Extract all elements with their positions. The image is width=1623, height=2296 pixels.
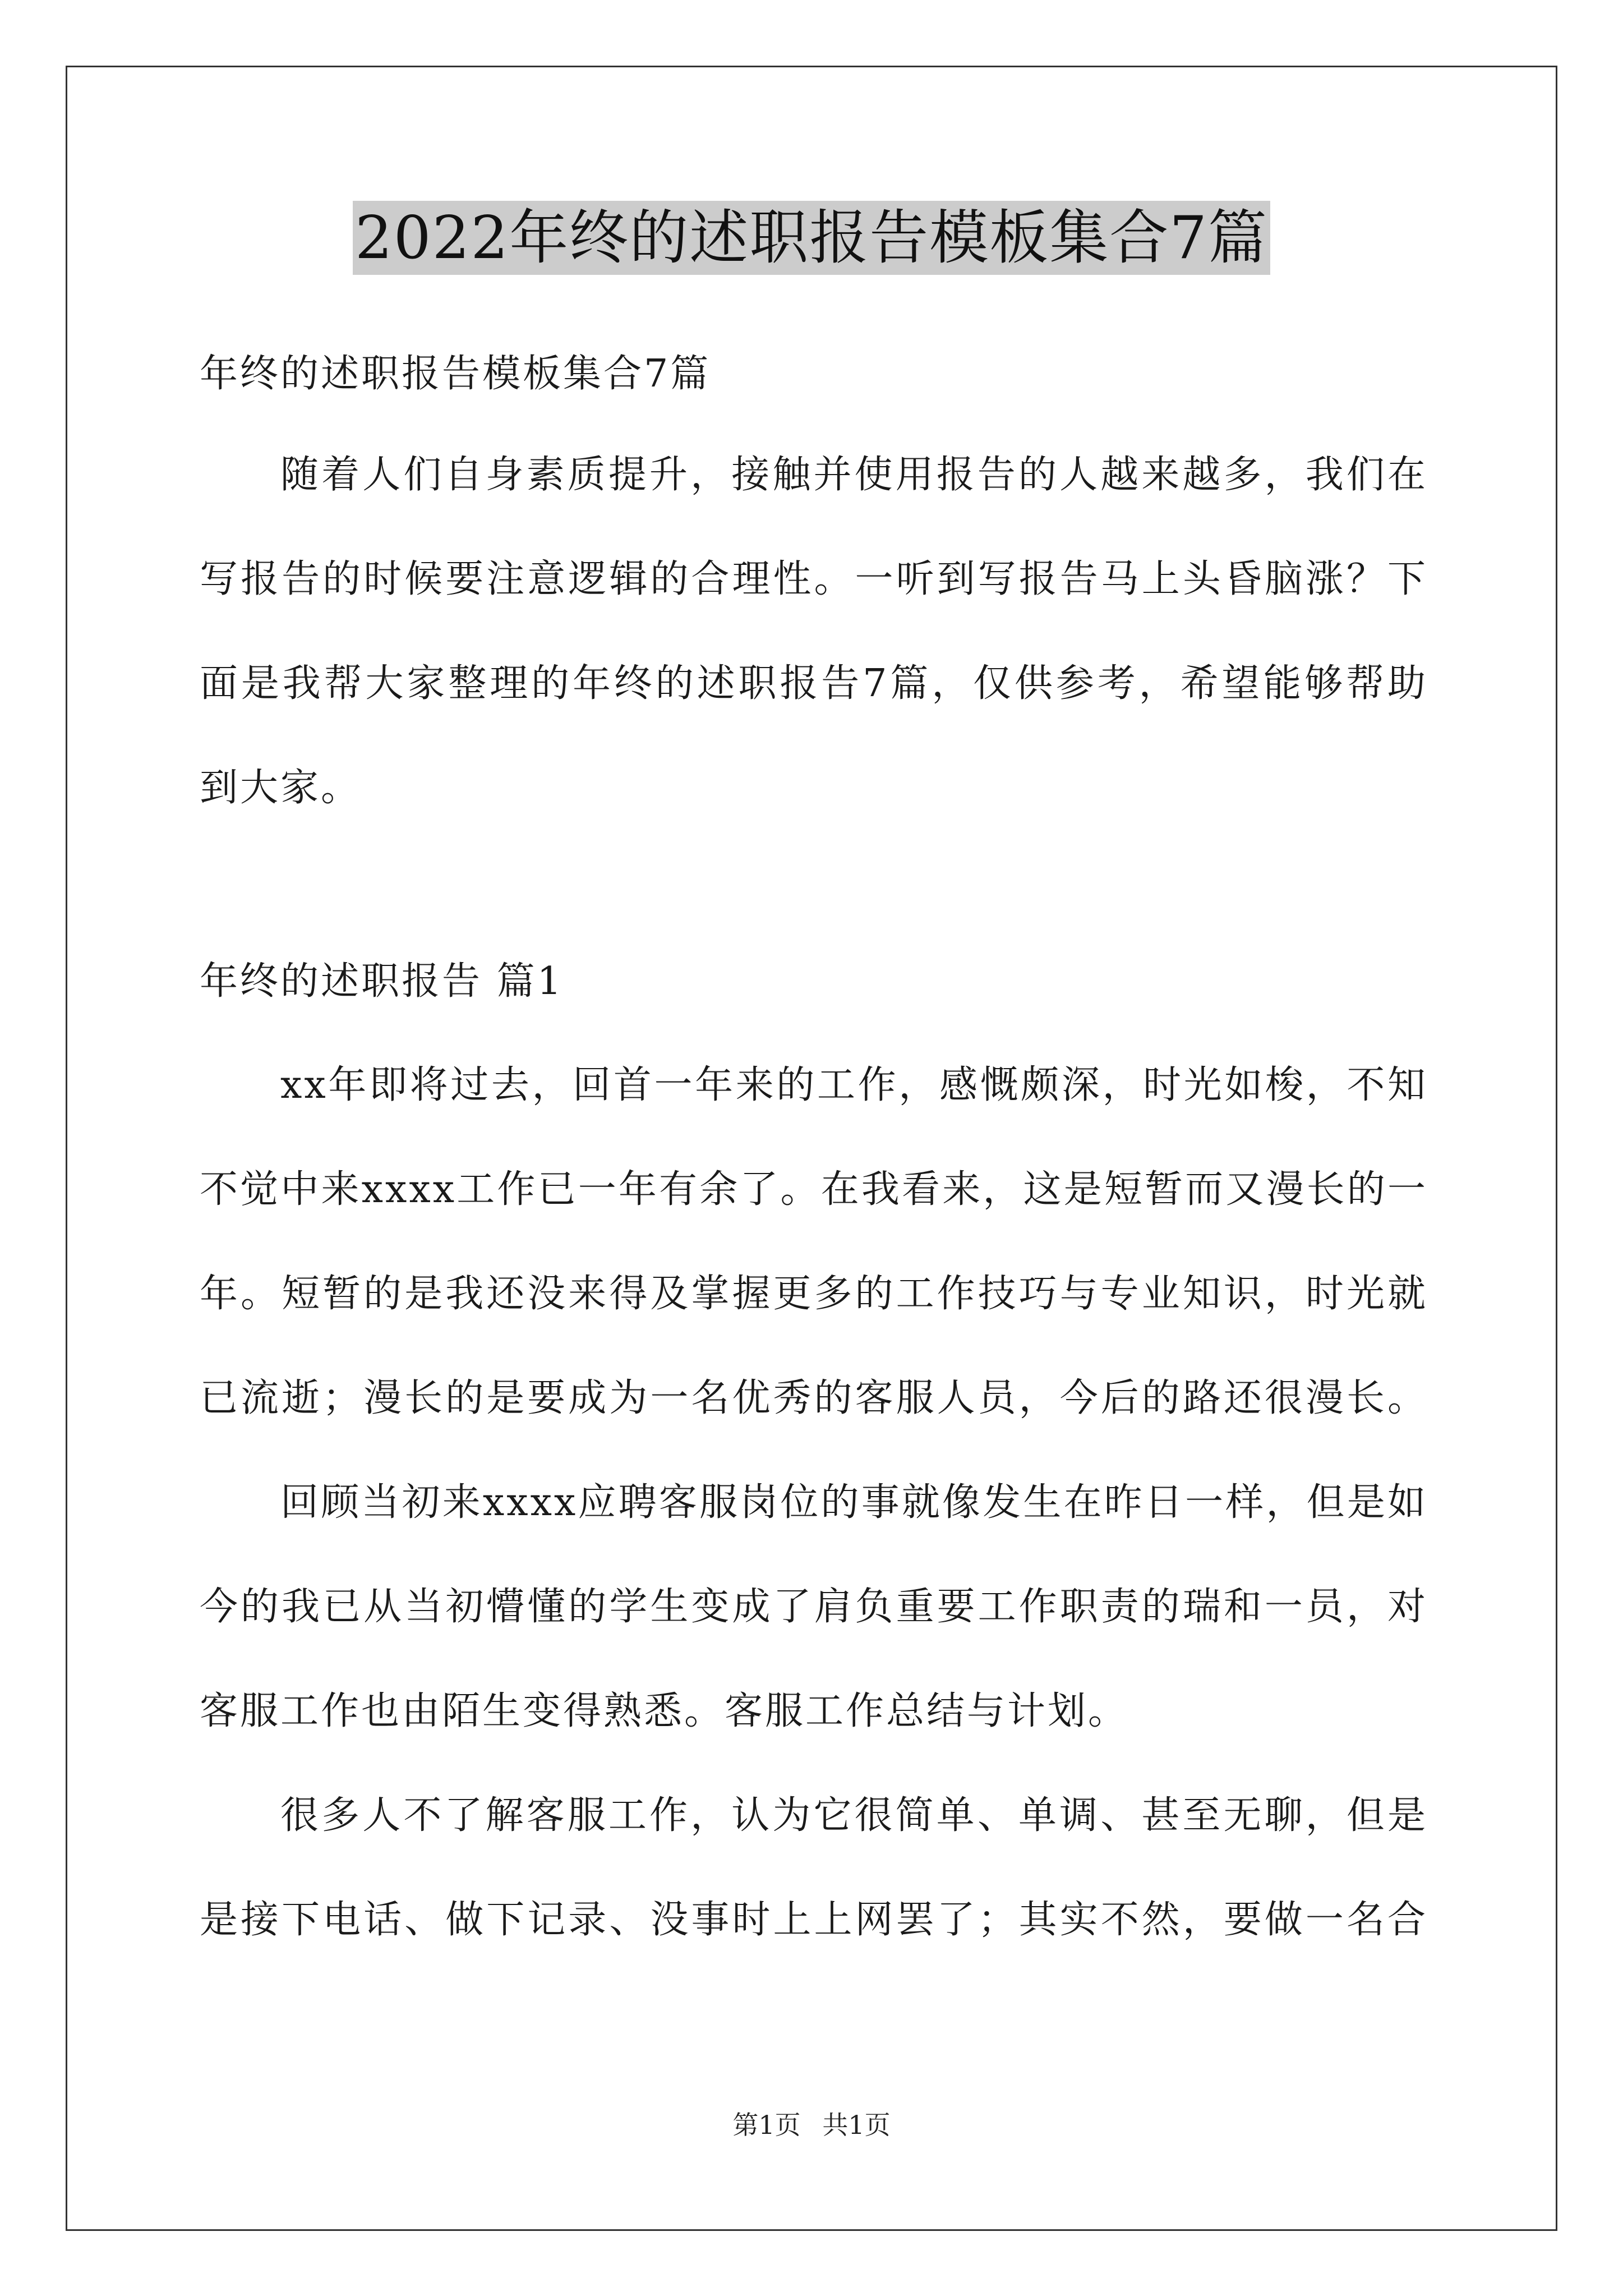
section-heading: 年终的述职报告 篇1 — [200, 959, 564, 1004]
para1-line-2: 不觉中来xxxx工作已一年有余了。在我看来，这是短暂而又漫长的一 — [200, 1167, 1428, 1212]
para1-line-4: 已流逝；漫长的是要成为一名优秀的客服人员，今后的路还很漫长。 — [200, 1376, 1428, 1420]
page-number-total: 共1页 — [822, 2110, 891, 2140]
para2-line-1: 回顾当初来xxxx应聘客服岗位的事就像发生在昨日一样，但是如 — [280, 1480, 1428, 1525]
para2-line-2: 今的我已从当初懵懂的学生变成了肩负重要工作职责的瑞和一员，对 — [200, 1585, 1428, 1629]
title-container — [0, 201, 1623, 275]
para3-line-1: 很多人不了解客服工作，认为它很简单、单调、甚至无聊，但是 — [280, 1793, 1428, 1838]
intro-line-2: 写报告的时候要注意逻辑的合理性。一听到写报告马上头昏脑涨？下 — [200, 557, 1428, 601]
intro-line-4: 到大家。 — [200, 766, 362, 810]
intro-line-1: 随着人们自身素质提升，接触并使用报告的人越来越多，我们在 — [280, 453, 1428, 497]
document-title: 2022年终的述职报告模板集合7篇 — [353, 201, 1270, 275]
para2-line-3: 客服工作也由陌生变得熟悉。客服工作总结与计划。 — [200, 1689, 1129, 1733]
page-number-current: 第1页 — [732, 2110, 801, 2140]
intro-line-3: 面是我帮大家整理的年终的述职报告7篇，仅供参考，希望能够帮助 — [200, 661, 1428, 706]
para1-line-3: 年。短暂的是我还没来得及掌握更多的工作技巧与专业知识，时光就 — [200, 1272, 1428, 1316]
para3-line-2: 是接下电话、做下记录、没事时上上网罢了；其实不然，要做一名合 — [200, 1898, 1428, 1942]
document-subtitle: 年终的述职报告模板集合7篇 — [200, 352, 711, 396]
page-footer — [0, 2108, 1623, 2142]
para1-line-1: xx年即将过去，回首一年来的工作，感慨颇深，时光如梭，不知 — [280, 1063, 1428, 1107]
